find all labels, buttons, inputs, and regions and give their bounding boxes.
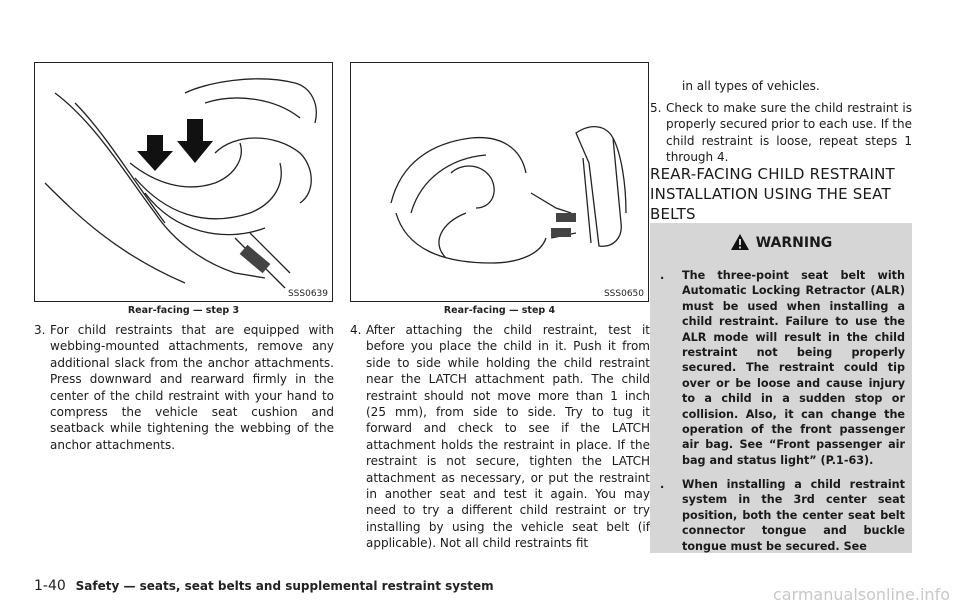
step-4-continued [666, 78, 912, 94]
step-text: Check to make sure the child restraint is properly secured prior to each use. If the child restraint is loose, repeat steps 1 through 4. [666, 101, 912, 165]
figure-code: SSS0639 [287, 289, 328, 299]
warning-item-text: When installing a child restraint system in the 3rd center seat position, both the center seat belt connector tongue and buckle tongue must be secured. See [682, 478, 905, 553]
step-number: 5. [650, 101, 662, 115]
warning-label: WARNING [755, 235, 833, 251]
step-number: 3. [34, 323, 46, 337]
step-3 [34, 322, 334, 453]
warning-item-text: The three-point seat belt with Automatic Locking Retractor (ALR) must be used when installing a child restraint. Failure to use the ALR mode will result in the child restraint not being properly secured. The restraint could tip over or be loose and cause injury to a child in a sudden stop or collision. Also, it can change the operation of the front passenger air bag. See “Front passenger air bag and status light” (P.1-63). [682, 269, 905, 467]
step-text: in all types of vehicles. [682, 79, 820, 93]
figure-caption: Rear-facing — step 4 [443, 305, 556, 316]
page-footer [34, 578, 494, 594]
warning-header [650, 233, 912, 251]
figure-rear-facing-step-4 [350, 62, 649, 302]
warning-triangle-icon [730, 233, 750, 251]
step-number: 4. [350, 323, 362, 337]
bullet: . [660, 478, 665, 491]
watermark: carmanualsonline.info [772, 585, 950, 604]
illustration-step-4 [351, 63, 648, 301]
step-text: After attaching the child restraint, test it before you place the child in it. Push it from side to side while holding the child restraint near the LATCH attachment path. The child restraint should not move more than 1 inch (25 mm), from side to side. Try to tug it forward and check to see if the LATCH attachment holds the restraint in place. If the restraint is not secure, tighten the LATCH attachment as necessary, or put the restraint in another seat and test it again. You may need to try a different child restraint or try installing by using the vehicle seat belt (if applicable). Not all child restraints fit [366, 323, 650, 551]
step-text: For child restraints that are equipped with webbing-mounted attachments, remove any additional slack from the anchor attachments. Press downward and rearward firmly in the center of the child restraint with your hand to compress the vehicle seat cushion and seatback while tightening the webbing of the anchor attachments. [50, 323, 334, 452]
step-5 [650, 100, 912, 166]
warning-box [650, 223, 912, 553]
section-title: REAR-FACING CHILD RESTRAINT INSTALLATION USING THE SEAT BELTS [650, 165, 895, 223]
bullet: . [660, 269, 665, 282]
figure-code: SSS0650 [603, 289, 644, 299]
page-number: 1-40 [34, 578, 66, 594]
illustration-step-3 [35, 63, 332, 301]
warning-item [660, 477, 905, 554]
step-4 [350, 322, 650, 552]
warning-item [660, 268, 905, 468]
figure-caption: Rear-facing — step 3 [127, 305, 240, 316]
footer-section: Safety — seats, seat belts and supplemental restraint system [75, 579, 494, 593]
figure-rear-facing-step-3 [34, 62, 333, 302]
